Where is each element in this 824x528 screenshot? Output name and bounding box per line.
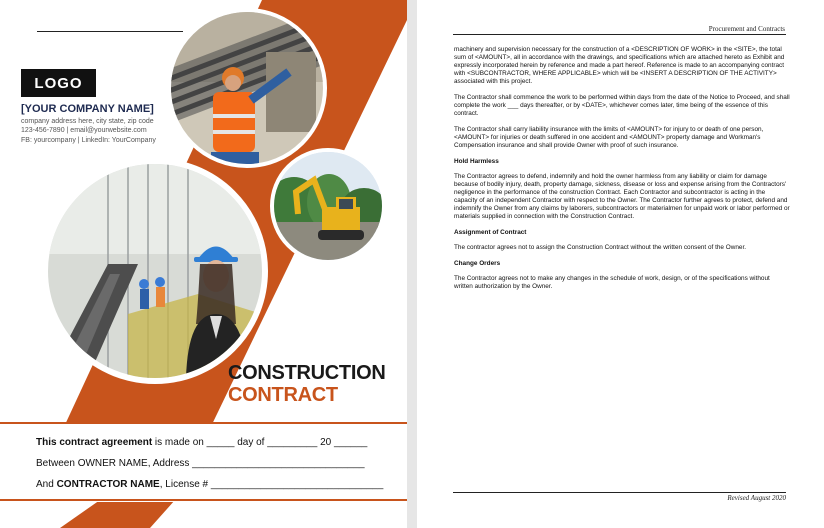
form-line1-bold: This contract agreement — [36, 437, 153, 448]
footer-rule — [453, 492, 786, 493]
company-address: company address here, city state, zip code — [21, 118, 154, 125]
cover-page — [0, 0, 407, 528]
logo: LOGO — [21, 69, 96, 97]
form-line3-bold: CONTRACTOR NAME — [56, 479, 160, 490]
section-assignment-text: The contractor agrees not to assign the Construction Contract without the written consent of the Owner. — [454, 244, 746, 251]
contract-page — [417, 0, 824, 528]
section-hold-harmless-text: The Contractor agrees to defend, indemnify and hold the owner harmless from any liability or claim for damage because of bodily injury, death, property damage, sickness, disease or loss and expense arising from the Contractors' negligence in the performance of the construction Contract. Each Contractor and subcontractor is acting in the capacity of an independent Contractor with respect to the Owner. The Contractor further agrees to protect, defend and indemnify the Owner from any claims by laborers, subcontractors or materialmen for unpaid work or labor performed or materials supplied in connection with the Construction Contract. — [454, 173, 790, 220]
form-line-agreement-date — [36, 437, 367, 448]
form-line3-pre: And — [36, 479, 57, 490]
excavator-photo — [270, 148, 386, 264]
form-top-rule — [0, 422, 407, 424]
header-rule — [453, 34, 786, 35]
paragraph-insurance: The Contractor shall carry liability insurance with the limits of <AMOUNT> for injury to or death of one person, <AMOUNT> for injuries or death suffered in one accident and <AMOUNT> property damage and Workman's Compensation insurance and shall provide Owner with proof of such insurance. — [454, 126, 764, 149]
cover-top-rule — [37, 31, 183, 32]
heading-hold-harmless: Hold Harmless — [454, 158, 499, 165]
form-line2-bold: Between OWNER NAME — [36, 458, 148, 469]
contract-body — [454, 46, 790, 299]
pipe-worker-photo — [167, 8, 327, 168]
heading-change-orders: Change Orders — [454, 260, 501, 267]
page-footer: Revised August 2020 — [727, 494, 786, 502]
form-line-contractor — [36, 479, 383, 490]
cover-title-contract: CONTRACT — [228, 384, 338, 406]
company-name: [YOUR COMPANY NAME] — [21, 103, 154, 115]
form-line-owner — [36, 458, 365, 469]
company-contact: 123-456-7890 | email@yourwebsite.com — [21, 127, 147, 134]
cover-title-construction: CONSTRUCTION — [228, 362, 386, 384]
form-bottom-rule — [0, 499, 407, 501]
form-line1-rest: is made on _____ day of _________ 20 ______ — [152, 437, 368, 448]
woman-engineer-photo — [42, 158, 268, 384]
page-header: Procurement and Contracts — [708, 25, 785, 33]
company-social: FB: yourcompany | LinkedIn: YourCompany — [21, 137, 156, 144]
form-line3-rest: , License # _______________________________ — [159, 479, 384, 490]
form-line2-rest: , Address _______________________________ — [147, 458, 365, 469]
section-change-orders-text: The Contractor agrees not to make any changes in the schedule of work, design, or of the specifications without written authorization by the Owner. — [454, 275, 770, 290]
paragraph-schedule: The Contractor shall commence the work to be performed within days from the date of the Notice to Proceed, and shall complete the work ___ days thereafter, or by <DATE>, whichever comes later, time being of the essence of this contract. — [454, 94, 790, 117]
paragraph-scope: machinery and supervision necessary for the construction of a <DESCRIPTION OF WORK> in the <SITE>, the total sum of <AMOUNT>, all in accordance with the drawings, and specifications which are attached hereto as Exhibit and expressly incorporated herein by reference and made a part hereof. Reference is made to an accompanying contract with <SUBCONTRACTOR, WHERE APPLICABLE> which will be <INSERT A DESCRIPTION OF THE ACTIVITY> associated with this project. — [454, 46, 785, 85]
heading-assignment: Assignment of Contract — [454, 229, 527, 236]
